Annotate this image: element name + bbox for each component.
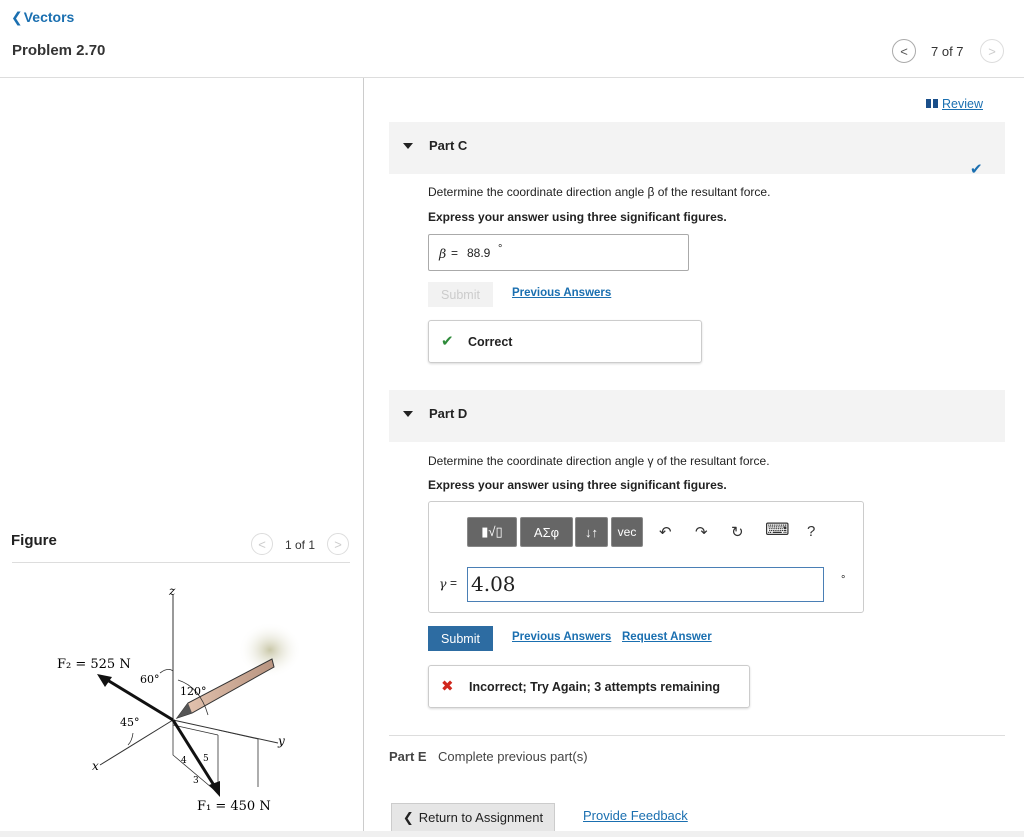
part-d-feedback-text: Incorrect; Try Again; 3 attempts remaining [469, 680, 720, 694]
angle-60-label: 60° [140, 673, 160, 686]
angle-120-label: 120° [180, 685, 207, 698]
chevron-right-icon: > [988, 43, 996, 59]
book-icon [926, 99, 938, 108]
gamma-answer-input[interactable]: 4.08 [467, 567, 824, 602]
equals-sign: = [450, 576, 458, 590]
return-label: Return to Assignment [418, 810, 544, 825]
f2-label: F₂ = 525 N [57, 657, 131, 672]
ratio-3-label: 3 [193, 776, 199, 786]
part-d-prompt: Determine the coordinate direction angle γ of the resultant force. [428, 454, 770, 468]
request-answer-link[interactable]: Request Answer [622, 631, 712, 643]
part-c-submit-button[interactable]: Submit [428, 282, 493, 307]
part-c-instruction: Express your answer using three significant figures. [428, 210, 727, 224]
return-to-assignment-button[interactable] [391, 803, 555, 832]
collapse-triangle-icon [403, 143, 413, 149]
f2-arrow [104, 678, 173, 720]
help-icon[interactable]: ? [807, 523, 816, 540]
reset-icon[interactable]: ↻ [731, 524, 744, 541]
part-d-instruction: Express your answer using three significant figures. [428, 478, 727, 492]
greek-symbols-button[interactable]: ΑΣφ [520, 517, 573, 547]
chevron-left-icon: < [258, 536, 266, 552]
vector-button[interactable]: vec [611, 517, 643, 547]
part-c-answer-value: 88.9 [467, 246, 491, 260]
header-divider [0, 77, 1024, 78]
ratio-5-label: 5 [203, 754, 209, 764]
gamma-symbol: γ [439, 576, 447, 591]
collapse-triangle-icon [403, 411, 413, 417]
part-d-header[interactable] [389, 390, 1005, 442]
chevron-right-icon: > [334, 536, 342, 552]
chevron-left-icon: < [900, 43, 908, 59]
problem-title: Problem 2.70 [12, 42, 106, 59]
keyboard-icon[interactable]: ⌨ [765, 520, 790, 539]
review-label: Review [942, 97, 983, 111]
part-e-label: Part E [389, 749, 427, 764]
undo-icon[interactable]: ↶ [659, 524, 672, 541]
part-d-previous-answers-link[interactable]: Previous Answers [512, 631, 612, 643]
previous-problem-button[interactable] [892, 39, 916, 63]
degree-unit: ° [841, 574, 846, 586]
f1-label: F₁ = 450 N [197, 799, 271, 814]
part-c-feedback-text: Correct [468, 335, 513, 349]
part-c-label: Part C [429, 138, 468, 153]
chevron-left-icon: ❮ [11, 9, 23, 25]
figure-prev-button[interactable] [251, 533, 273, 555]
angle-45-label: 45° [120, 716, 140, 729]
part-c-feedback [428, 320, 702, 363]
force-diagram [40, 575, 340, 825]
templates-button[interactable]: ▮√▯ [467, 517, 517, 547]
panel-splitter[interactable] [363, 78, 364, 837]
part-e-divider [389, 735, 1005, 736]
part-d-label: Part D [429, 406, 468, 421]
back-link-vectors[interactable] [11, 9, 74, 26]
part-c-prompt: Determine the coordinate direction angle β of the resultant force. [428, 185, 771, 199]
checkmark-icon: ✔ [970, 161, 983, 178]
arrows-button[interactable]: ↓↑ [575, 517, 608, 547]
x-label: x [92, 759, 99, 773]
part-d-submit-button[interactable]: Submit [428, 626, 493, 651]
part-c-previous-answers-link[interactable]: Previous Answers [512, 287, 612, 299]
provide-feedback-link[interactable]: Provide Feedback [583, 808, 688, 823]
bottom-scroll-bar[interactable] [0, 831, 1024, 837]
z-label: z [169, 584, 176, 598]
part-d-answer-editor [428, 501, 864, 613]
x-icon: ✖ [441, 678, 454, 695]
review-link[interactable] [926, 97, 983, 111]
part-e-status: Complete previous part(s) [438, 749, 588, 764]
y-label: y [278, 734, 285, 748]
ratio-4-label: 4 [181, 756, 187, 766]
next-problem-button[interactable] [980, 39, 1004, 63]
chevron-left-icon: ❮ [402, 809, 414, 825]
redo-icon[interactable]: ↷ [695, 524, 708, 541]
figure-heading: Figure [11, 532, 57, 549]
figure-divider [12, 562, 350, 563]
part-d-feedback [428, 665, 750, 708]
check-icon: ✔ [441, 333, 454, 350]
problem-page-count: 7 of 7 [931, 44, 964, 59]
figure-next-button[interactable] [327, 533, 349, 555]
part-c-header[interactable] [389, 122, 1005, 174]
part-c-answer-box [428, 234, 689, 271]
figure-count: 1 of 1 [285, 538, 316, 552]
beta-symbol: β [439, 246, 447, 261]
degree-unit: ° [498, 243, 503, 255]
equals-sign: = [451, 246, 459, 260]
back-link-label: Vectors [23, 9, 75, 25]
